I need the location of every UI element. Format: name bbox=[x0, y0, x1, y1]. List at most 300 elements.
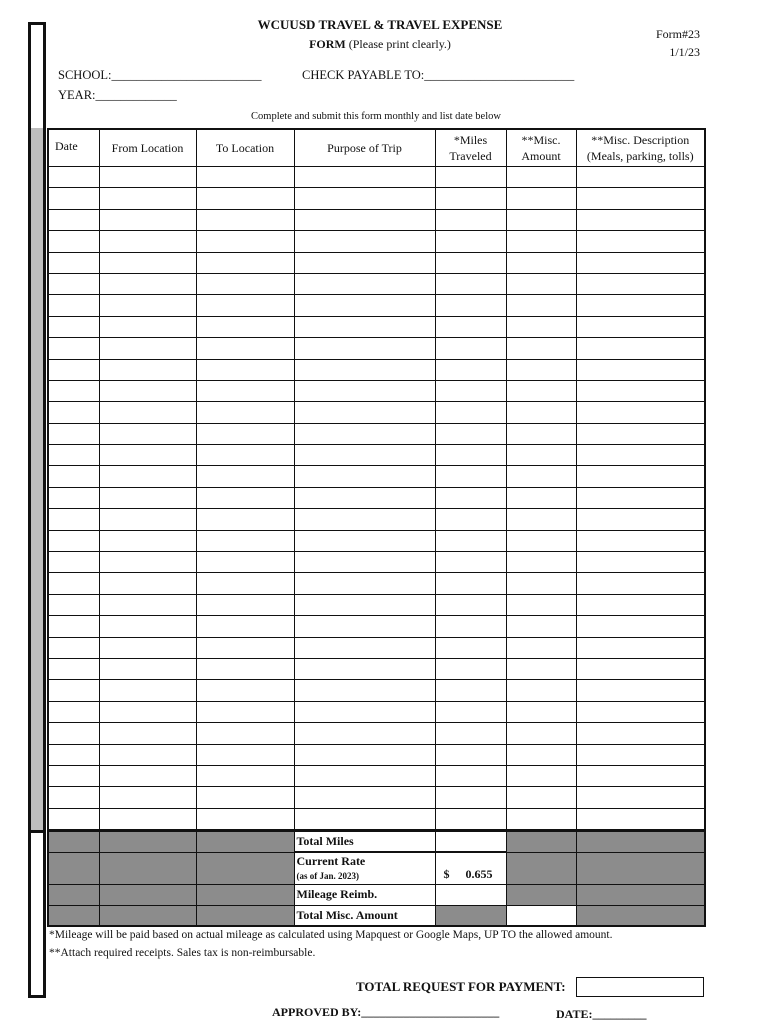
table-cell[interactable] bbox=[576, 231, 705, 252]
shaded-cell bbox=[506, 831, 576, 852]
table-cell[interactable] bbox=[435, 231, 506, 252]
table-cell[interactable] bbox=[99, 616, 196, 637]
table-cell[interactable] bbox=[576, 616, 705, 637]
table-cell[interactable] bbox=[294, 167, 435, 188]
table-cell[interactable] bbox=[576, 552, 705, 573]
table-cell[interactable] bbox=[576, 509, 705, 530]
table-cell[interactable] bbox=[294, 637, 435, 658]
col-from-location: From Location bbox=[99, 129, 196, 167]
table-cell[interactable] bbox=[99, 167, 196, 188]
table-cell[interactable] bbox=[196, 167, 294, 188]
table-cell[interactable] bbox=[435, 338, 506, 359]
table-cell[interactable] bbox=[99, 658, 196, 679]
table-cell[interactable] bbox=[435, 723, 506, 744]
table-cell[interactable] bbox=[99, 273, 196, 294]
summary-row-current-rate bbox=[48, 852, 705, 884]
table-cell[interactable] bbox=[506, 509, 576, 530]
table-cell[interactable] bbox=[48, 402, 99, 423]
table-cell[interactable] bbox=[48, 680, 99, 701]
table-cell[interactable] bbox=[576, 466, 705, 487]
table-row bbox=[48, 616, 705, 637]
table-cell[interactable] bbox=[435, 765, 506, 786]
table-cell[interactable] bbox=[294, 487, 435, 508]
table-cell[interactable] bbox=[99, 744, 196, 765]
table-cell[interactable] bbox=[196, 680, 294, 701]
table-cell[interactable] bbox=[48, 509, 99, 530]
table-row bbox=[48, 701, 705, 722]
table-cell[interactable] bbox=[576, 316, 705, 337]
rate-currency: $ bbox=[443, 866, 450, 881]
table-cell[interactable] bbox=[294, 359, 435, 380]
table-cell[interactable] bbox=[99, 509, 196, 530]
table-row bbox=[48, 231, 705, 252]
current-rate-label bbox=[294, 852, 435, 884]
total-miles-label: Total Miles bbox=[294, 831, 435, 852]
table-cell[interactable] bbox=[435, 273, 506, 294]
table-cell[interactable] bbox=[294, 445, 435, 466]
summary-row-total-misc bbox=[48, 905, 705, 926]
table-row bbox=[48, 466, 705, 487]
table-cell[interactable] bbox=[48, 273, 99, 294]
shaded-cell bbox=[48, 884, 99, 905]
table-row bbox=[48, 359, 705, 380]
table-cell[interactable] bbox=[435, 658, 506, 679]
table-cell[interactable] bbox=[435, 209, 506, 230]
col-to-location: To Location bbox=[196, 129, 294, 167]
table-cell[interactable] bbox=[435, 744, 506, 765]
table-cell[interactable] bbox=[294, 680, 435, 701]
table-cell[interactable] bbox=[506, 594, 576, 615]
rate-note: (as of Jan. 2023) bbox=[296, 870, 359, 881]
table-cell[interactable] bbox=[48, 723, 99, 744]
table-cell[interactable] bbox=[48, 445, 99, 466]
table-cell[interactable] bbox=[435, 252, 506, 273]
table-cell[interactable] bbox=[196, 445, 294, 466]
table-cell[interactable] bbox=[99, 295, 196, 316]
shaded-cell bbox=[196, 831, 294, 852]
table-cell[interactable] bbox=[294, 338, 435, 359]
table-cell[interactable] bbox=[576, 167, 705, 188]
table-row bbox=[48, 723, 705, 744]
table-cell[interactable] bbox=[99, 423, 196, 444]
total-miles-input[interactable] bbox=[435, 831, 506, 852]
table-cell[interactable] bbox=[506, 765, 576, 786]
table-cell[interactable] bbox=[99, 445, 196, 466]
table-cell[interactable] bbox=[196, 466, 294, 487]
table-cell[interactable] bbox=[506, 637, 576, 658]
table-cell[interactable] bbox=[48, 295, 99, 316]
table-cell[interactable] bbox=[48, 423, 99, 444]
table-cell[interactable] bbox=[435, 487, 506, 508]
table-cell[interactable] bbox=[196, 252, 294, 273]
table-cell[interactable] bbox=[99, 231, 196, 252]
table-cell[interactable] bbox=[48, 594, 99, 615]
table-cell[interactable] bbox=[48, 252, 99, 273]
table-cell[interactable] bbox=[506, 380, 576, 401]
form-word: FORM bbox=[309, 37, 346, 51]
current-rate-text: Current Rate bbox=[296, 853, 366, 868]
table-cell[interactable] bbox=[435, 616, 506, 637]
table-cell[interactable] bbox=[196, 765, 294, 786]
table-cell[interactable] bbox=[48, 808, 99, 829]
table-cell[interactable] bbox=[294, 701, 435, 722]
table-cell[interactable] bbox=[48, 359, 99, 380]
table-cell[interactable] bbox=[576, 594, 705, 615]
table-row bbox=[48, 552, 705, 573]
table-cell[interactable] bbox=[196, 616, 294, 637]
form-number: Form#23 bbox=[655, 27, 700, 41]
table-cell[interactable] bbox=[196, 808, 294, 829]
table-cell[interactable] bbox=[506, 295, 576, 316]
approved-by-field[interactable]: APPROVED BY:_______________________ bbox=[272, 1005, 500, 1019]
table-cell[interactable] bbox=[576, 765, 705, 786]
total-misc-label: Total Misc. Amount bbox=[294, 905, 435, 926]
table-cell[interactable] bbox=[506, 808, 576, 829]
table-cell[interactable] bbox=[196, 295, 294, 316]
table-cell[interactable] bbox=[506, 701, 576, 722]
table-cell[interactable] bbox=[48, 658, 99, 679]
table-cell[interactable] bbox=[506, 359, 576, 380]
table-cell[interactable] bbox=[48, 787, 99, 808]
table-cell[interactable] bbox=[99, 188, 196, 209]
table-header-row bbox=[48, 129, 705, 167]
col-desc-line1: **Misc. Description bbox=[591, 133, 690, 147]
table-cell[interactable] bbox=[435, 402, 506, 423]
table-row bbox=[48, 295, 705, 316]
table-cell[interactable] bbox=[99, 680, 196, 701]
table-cell[interactable] bbox=[506, 787, 576, 808]
table-cell[interactable] bbox=[506, 723, 576, 744]
col-date: Date bbox=[48, 129, 99, 167]
table-row bbox=[48, 423, 705, 444]
table-cell[interactable] bbox=[294, 530, 435, 551]
table-row bbox=[48, 787, 705, 808]
col-misc-line1: **Misc. bbox=[521, 133, 561, 147]
shaded-cell bbox=[435, 905, 506, 926]
table-cell[interactable] bbox=[294, 573, 435, 594]
table-cell[interactable] bbox=[435, 680, 506, 701]
table-cell[interactable] bbox=[294, 252, 435, 273]
table-cell[interactable] bbox=[506, 402, 576, 423]
table-cell[interactable] bbox=[48, 573, 99, 594]
table-row bbox=[48, 680, 705, 701]
table-cell[interactable] bbox=[294, 658, 435, 679]
table-cell[interactable] bbox=[294, 402, 435, 423]
table-row bbox=[48, 209, 705, 230]
table-cell[interactable] bbox=[294, 808, 435, 829]
form-date: 1/1/23 bbox=[669, 45, 700, 59]
table-cell[interactable] bbox=[506, 487, 576, 508]
table-cell[interactable] bbox=[48, 338, 99, 359]
table-cell[interactable] bbox=[506, 209, 576, 230]
table-cell[interactable] bbox=[196, 231, 294, 252]
table-cell[interactable] bbox=[294, 316, 435, 337]
year-field[interactable]: YEAR:_____________ bbox=[58, 88, 177, 102]
table-cell[interactable] bbox=[294, 423, 435, 444]
table-cell[interactable] bbox=[294, 723, 435, 744]
binder-bar-bottom bbox=[28, 830, 46, 998]
shaded-cell bbox=[196, 852, 294, 884]
col-desc-line2: (Meals, parking, tolls) bbox=[586, 149, 694, 163]
shaded-cell bbox=[48, 831, 99, 852]
table-cell[interactable] bbox=[196, 402, 294, 423]
table-cell[interactable] bbox=[576, 402, 705, 423]
table-cell[interactable] bbox=[99, 338, 196, 359]
shaded-cell bbox=[196, 905, 294, 926]
table-row bbox=[48, 530, 705, 551]
table-cell[interactable] bbox=[576, 423, 705, 444]
table-cell[interactable] bbox=[294, 466, 435, 487]
col-misc-amount bbox=[506, 129, 576, 167]
table-cell[interactable] bbox=[506, 167, 576, 188]
table-cell[interactable] bbox=[196, 380, 294, 401]
table-cell[interactable] bbox=[576, 573, 705, 594]
table-cell[interactable] bbox=[506, 573, 576, 594]
school-field[interactable]: SCHOOL:________________________ bbox=[58, 68, 262, 82]
table-cell[interactable] bbox=[99, 808, 196, 829]
table-cell[interactable] bbox=[48, 552, 99, 573]
table-cell[interactable] bbox=[48, 167, 99, 188]
table-cell[interactable] bbox=[576, 445, 705, 466]
table-cell[interactable] bbox=[196, 658, 294, 679]
table-cell[interactable] bbox=[48, 701, 99, 722]
table-cell[interactable] bbox=[196, 787, 294, 808]
table-cell[interactable] bbox=[506, 316, 576, 337]
table-cell[interactable] bbox=[196, 188, 294, 209]
table-row bbox=[48, 487, 705, 508]
rate-value-cell bbox=[435, 852, 506, 884]
table-cell[interactable] bbox=[99, 573, 196, 594]
instruction-text: Complete and submit this form monthly and list date below bbox=[251, 111, 501, 122]
shaded-cell bbox=[99, 831, 196, 852]
table-row bbox=[48, 594, 705, 615]
table-cell[interactable] bbox=[196, 573, 294, 594]
table-cell[interactable] bbox=[435, 573, 506, 594]
approval-date-field[interactable]: DATE:_________ bbox=[556, 1007, 647, 1021]
table-cell[interactable] bbox=[294, 616, 435, 637]
table-cell[interactable] bbox=[294, 765, 435, 786]
travel-log-table bbox=[47, 128, 706, 853]
binder-bar-top bbox=[28, 22, 46, 128]
table-cell[interactable] bbox=[99, 637, 196, 658]
table-cell[interactable] bbox=[48, 466, 99, 487]
table-cell[interactable] bbox=[576, 530, 705, 551]
table-cell[interactable] bbox=[576, 787, 705, 808]
table-row bbox=[48, 380, 705, 401]
table-cell[interactable] bbox=[99, 316, 196, 337]
table-cell[interactable] bbox=[435, 509, 506, 530]
table-row bbox=[48, 509, 705, 530]
rate-value: 0.655 bbox=[465, 866, 493, 881]
table-cell[interactable] bbox=[576, 658, 705, 679]
table-cell[interactable] bbox=[99, 552, 196, 573]
table-cell[interactable] bbox=[576, 273, 705, 294]
table-cell[interactable] bbox=[435, 552, 506, 573]
table-cell[interactable] bbox=[506, 188, 576, 209]
table-cell[interactable] bbox=[294, 209, 435, 230]
shaded-cell bbox=[48, 852, 99, 884]
table-cell[interactable] bbox=[196, 701, 294, 722]
mileage-reimb-label: Mileage Reimb. bbox=[294, 884, 435, 905]
table-cell[interactable] bbox=[99, 402, 196, 423]
table-cell[interactable] bbox=[99, 380, 196, 401]
table-cell[interactable] bbox=[294, 744, 435, 765]
table-cell[interactable] bbox=[196, 487, 294, 508]
table-cell[interactable] bbox=[99, 765, 196, 786]
table-cell[interactable] bbox=[99, 209, 196, 230]
table-cell[interactable] bbox=[99, 594, 196, 615]
table-row bbox=[48, 744, 705, 765]
table-cell[interactable] bbox=[294, 552, 435, 573]
table-cell[interactable] bbox=[48, 616, 99, 637]
table-cell[interactable] bbox=[435, 316, 506, 337]
table-cell[interactable] bbox=[294, 295, 435, 316]
table-cell[interactable] bbox=[435, 787, 506, 808]
table-cell[interactable] bbox=[576, 209, 705, 230]
table-cell[interactable] bbox=[294, 594, 435, 615]
table-cell[interactable] bbox=[435, 594, 506, 615]
col-misc-description bbox=[576, 129, 705, 167]
table-cell[interactable] bbox=[506, 466, 576, 487]
table-cell[interactable] bbox=[435, 637, 506, 658]
shaded-cell bbox=[99, 852, 196, 884]
table-cell[interactable] bbox=[196, 316, 294, 337]
table-cell[interactable] bbox=[576, 295, 705, 316]
mileage-reimb-input[interactable] bbox=[435, 884, 506, 905]
table-row bbox=[48, 765, 705, 786]
shaded-cell bbox=[576, 831, 705, 852]
summary-table bbox=[47, 830, 706, 927]
table-cell[interactable] bbox=[294, 509, 435, 530]
table-cell[interactable] bbox=[506, 231, 576, 252]
table-cell[interactable] bbox=[576, 380, 705, 401]
shaded-cell bbox=[576, 905, 705, 926]
table-row bbox=[48, 167, 705, 188]
table-cell[interactable] bbox=[48, 744, 99, 765]
table-cell[interactable] bbox=[294, 231, 435, 252]
table-row bbox=[48, 808, 705, 829]
table-cell[interactable] bbox=[576, 744, 705, 765]
table-cell[interactable] bbox=[576, 359, 705, 380]
table-cell[interactable] bbox=[435, 188, 506, 209]
table-cell[interactable] bbox=[576, 637, 705, 658]
table-cell[interactable] bbox=[435, 359, 506, 380]
table-cell[interactable] bbox=[196, 359, 294, 380]
table-row bbox=[48, 573, 705, 594]
table-cell[interactable] bbox=[506, 445, 576, 466]
table-cell[interactable] bbox=[294, 787, 435, 808]
table-cell[interactable] bbox=[435, 380, 506, 401]
check-payable-field[interactable]: CHECK PAYABLE TO:________________________ bbox=[302, 68, 575, 82]
table-cell[interactable] bbox=[506, 616, 576, 637]
table-cell[interactable] bbox=[48, 530, 99, 551]
table-cell[interactable] bbox=[48, 765, 99, 786]
table-cell[interactable] bbox=[506, 744, 576, 765]
table-cell[interactable] bbox=[196, 530, 294, 551]
table-cell[interactable] bbox=[576, 680, 705, 701]
table-cell[interactable] bbox=[99, 487, 196, 508]
table-row bbox=[48, 445, 705, 466]
table-cell[interactable] bbox=[435, 167, 506, 188]
table-row bbox=[48, 637, 705, 658]
total-misc-input[interactable] bbox=[506, 905, 576, 926]
table-cell[interactable] bbox=[48, 380, 99, 401]
shaded-cell bbox=[196, 884, 294, 905]
table-cell[interactable] bbox=[506, 658, 576, 679]
table-cell[interactable] bbox=[576, 808, 705, 829]
table-cell[interactable] bbox=[506, 552, 576, 573]
table-cell[interactable] bbox=[506, 273, 576, 294]
total-request-label: TOTAL REQUEST FOR PAYMENT: bbox=[356, 979, 566, 994]
table-cell[interactable] bbox=[99, 466, 196, 487]
table-cell[interactable] bbox=[506, 252, 576, 273]
table-cell[interactable] bbox=[196, 594, 294, 615]
table-cell[interactable] bbox=[435, 530, 506, 551]
table-cell[interactable] bbox=[99, 787, 196, 808]
table-cell[interactable] bbox=[196, 509, 294, 530]
table-cell[interactable] bbox=[196, 637, 294, 658]
table-cell[interactable] bbox=[576, 252, 705, 273]
table-cell[interactable] bbox=[99, 252, 196, 273]
table-cell[interactable] bbox=[294, 380, 435, 401]
table-cell[interactable] bbox=[576, 338, 705, 359]
table-cell[interactable] bbox=[576, 487, 705, 508]
table-cell[interactable] bbox=[576, 723, 705, 744]
table-cell[interactable] bbox=[196, 423, 294, 444]
table-cell[interactable] bbox=[435, 466, 506, 487]
table-cell[interactable] bbox=[196, 744, 294, 765]
total-request-input[interactable] bbox=[576, 977, 704, 997]
table-cell[interactable] bbox=[99, 701, 196, 722]
table-cell[interactable] bbox=[435, 295, 506, 316]
table-cell[interactable] bbox=[48, 637, 99, 658]
table-cell[interactable] bbox=[435, 701, 506, 722]
table-cell[interactable] bbox=[99, 359, 196, 380]
table-cell[interactable] bbox=[196, 273, 294, 294]
table-row bbox=[48, 338, 705, 359]
print-note: (Please print clearly.) bbox=[348, 37, 451, 51]
table-cell[interactable] bbox=[576, 701, 705, 722]
shaded-cell bbox=[506, 884, 576, 905]
table-cell[interactable] bbox=[506, 530, 576, 551]
table-cell[interactable] bbox=[196, 338, 294, 359]
summary-row-total-miles bbox=[48, 831, 705, 852]
table-cell[interactable] bbox=[48, 231, 99, 252]
table-cell[interactable] bbox=[196, 552, 294, 573]
table-cell[interactable] bbox=[435, 423, 506, 444]
table-cell[interactable] bbox=[506, 338, 576, 359]
table-cell[interactable] bbox=[196, 209, 294, 230]
table-cell[interactable] bbox=[435, 808, 506, 829]
table-cell[interactable] bbox=[294, 188, 435, 209]
table-cell[interactable] bbox=[196, 723, 294, 744]
table-cell[interactable] bbox=[48, 316, 99, 337]
table-cell[interactable] bbox=[99, 530, 196, 551]
table-cell[interactable] bbox=[506, 680, 576, 701]
table-cell[interactable] bbox=[99, 723, 196, 744]
table-cell[interactable] bbox=[48, 487, 99, 508]
table-cell[interactable] bbox=[506, 423, 576, 444]
table-cell[interactable] bbox=[576, 188, 705, 209]
summary-row-mileage-reimb bbox=[48, 884, 705, 905]
table-cell[interactable] bbox=[48, 188, 99, 209]
table-cell[interactable] bbox=[435, 445, 506, 466]
binder-bar-middle bbox=[28, 128, 46, 830]
table-cell[interactable] bbox=[294, 273, 435, 294]
table-cell[interactable] bbox=[48, 209, 99, 230]
table-row bbox=[48, 316, 705, 337]
col-miles bbox=[435, 129, 506, 167]
